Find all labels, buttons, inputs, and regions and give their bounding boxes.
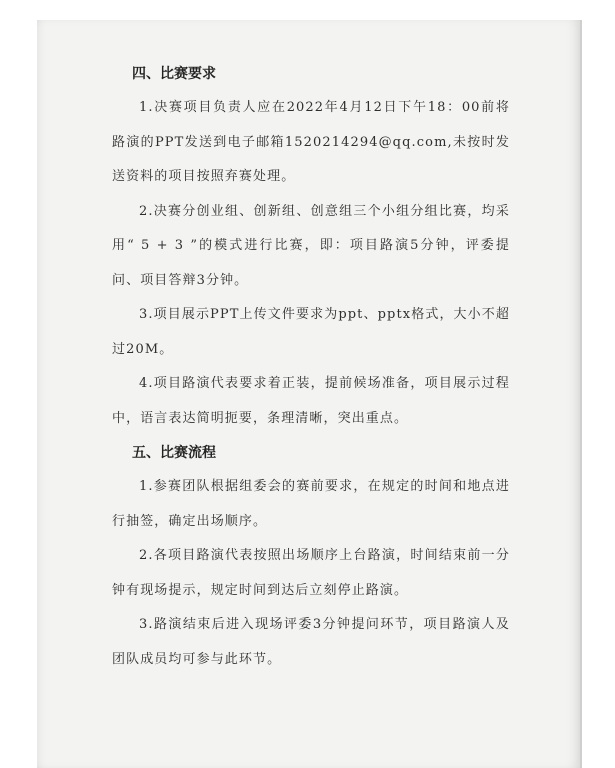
section-4-heading: 四、比赛要求 — [132, 66, 216, 82]
section-4-item-3: 3.项目展示PPT上传文件要求为ppt、pptx格式，大小不超过20M。 — [112, 307, 510, 357]
scan-edge-shadow — [580, 20, 582, 768]
section-5-heading: 五、比赛流程 — [132, 445, 216, 461]
section-5-item-2: 2.各项目路演代表按照出场顺序上台路演，时间结束前一分钟有现场提示，规定时间到达后立刻停止路演。 — [112, 548, 510, 598]
section-4-item-2: 2.决赛分创业组、创新组、创意组三个小组分组比赛，均采用“ 5 + 3 ”的模式进行比赛，即：项目路演5分钟，评委提问、项目答辩3分钟。 — [112, 203, 510, 288]
section-5-item-3: 3.路演结束后进入现场评委3分钟提问环节，项目路演人及团队成员均可参与此环节。 — [112, 617, 510, 667]
section-4-item-1: 1.决赛项目负责人应在2022年4月12日下午18：00前将路演的PPT发送到电子邮箱1520214294@qq.com,未按时发送资料的项目按照弃赛处理。 — [112, 100, 510, 184]
document-body — [112, 57, 510, 677]
section-4-item-4: 4.项目路演代表要求着正装，提前候场准备，项目展示过程中，语言表达简明扼要，条理清晰，突出重点。 — [112, 376, 510, 426]
section-5-item-1: 1.参赛团队根据组委会的赛前要求，在规定的时间和地点进行抽签，确定出场顺序。 — [112, 479, 510, 529]
